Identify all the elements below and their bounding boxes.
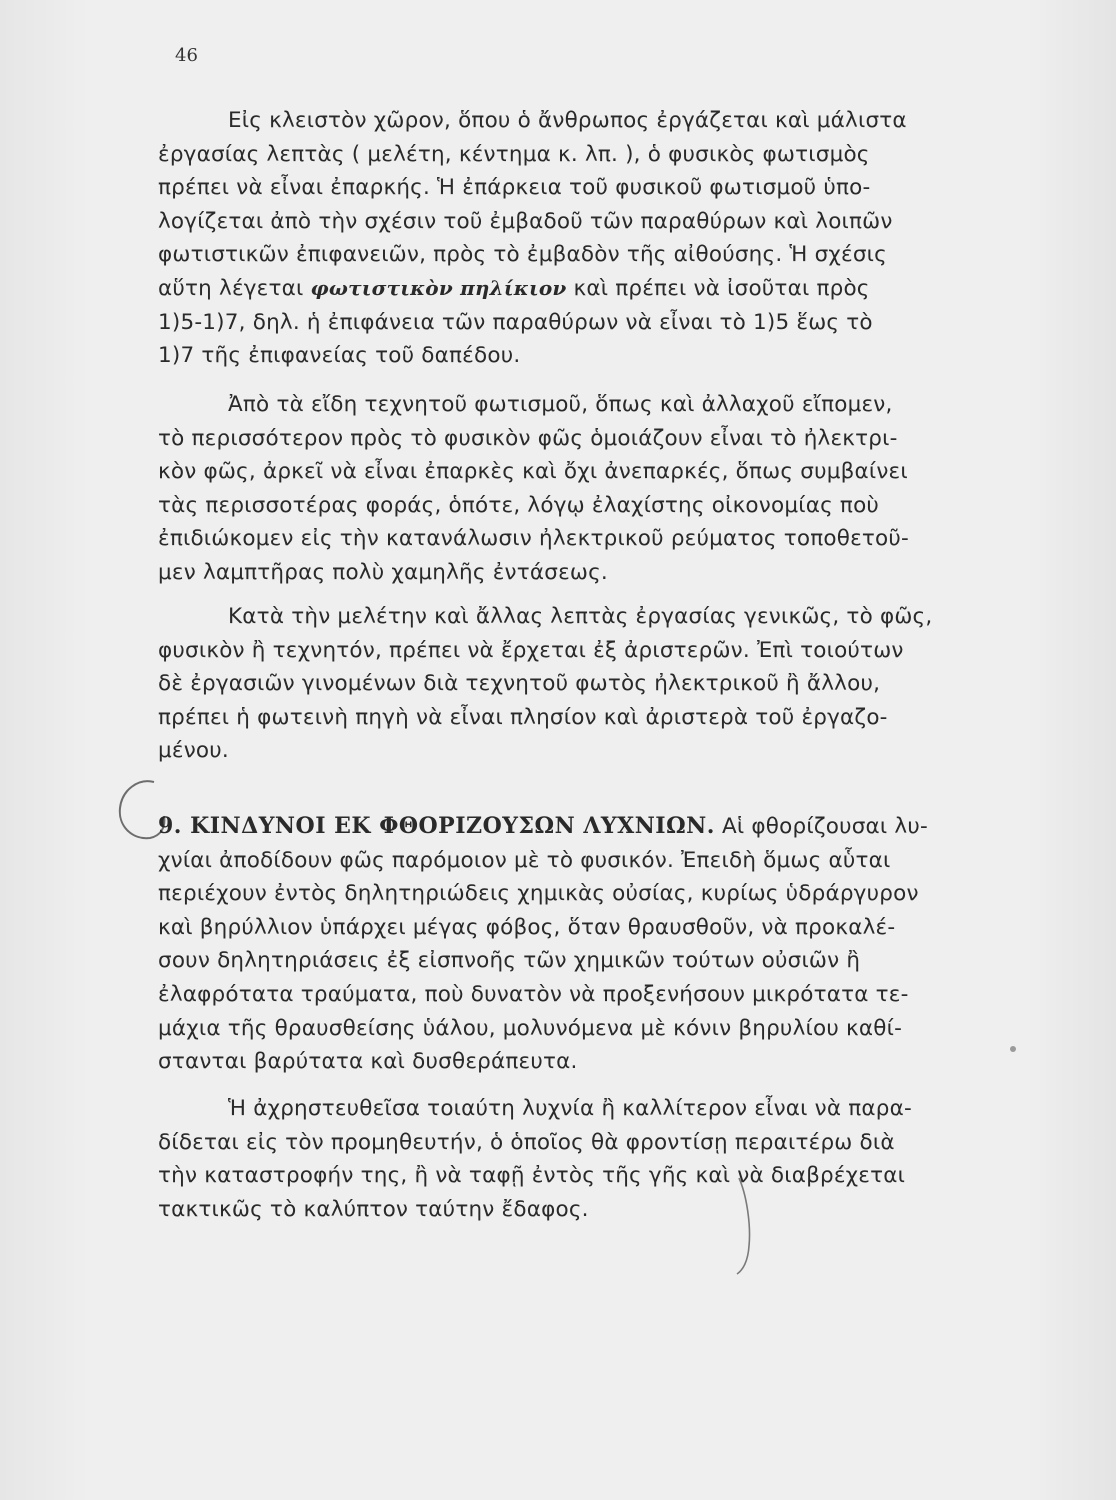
text-line: ἐλαφρότατα τραύματα, ποὺ δυνατὸν νὰ προξενήσουν μικρότατα τε- <box>158 981 909 1007</box>
text-line: ἐργασίας λεπτὰς ( μελέτη, κέντημα κ. λπ. ), ὁ φυσικὸς φωτισμὸς <box>158 141 870 167</box>
text-line <box>158 810 1010 844</box>
paper-speck <box>1010 1046 1016 1052</box>
text-line: δίδεται εἰς τὸν προμηθευτήν, ὁ ὁποῖος θὰ φροντίσῃ περαιτέρω διὰ <box>158 1129 895 1155</box>
section-heading: 9. ΚΙΝΔΥΝΟΙ ΕΚ ΦΘΟΡΙΖΟΥΣΩΝ ΛΥΧΝΙΩΝ. <box>158 813 715 839</box>
text-line: πρέπει ἡ φωτεινὴ πηγὴ νὰ εἶναι πλησίον καὶ ἀριστερὰ τοῦ ἐργαζο- <box>158 704 888 730</box>
section-9-fluorescent-lamps <box>158 810 1010 1079</box>
text-fragment: αὕτη λέγεται <box>158 275 304 301</box>
text-line: περιέχουν ἐντὸς δηλητηριώδεις χημικὰς οὐσίας, κυρίως ὑδράργυρον <box>158 881 919 907</box>
text-line: Ἀπὸ τὰ εἴδη τεχνητοῦ φωτισμοῦ, ὅπως καὶ ἀλλαχοῦ εἴπομεν, <box>228 392 893 417</box>
text-line: φυσικὸν ἢ τεχνητόν, πρέπει νὰ ἔρχεται ἐξ ἀριστερῶν. Ἐπὶ τοιούτων <box>158 637 904 663</box>
text-line: ἐπιδιώκομεν εἰς τὴν κατανάλωσιν ἠλεκτρικοῦ ρεύματος τοποθετοῦ- <box>158 526 910 552</box>
text-fragment: Αἱ φθορίζουσαι λυ- <box>722 814 928 839</box>
text-line: κὸν φῶς, ἀρκεῖ νὰ εἶναι ἐπαρκὲς καὶ ὄχι ἀνεπαρκές, ὅπως συμβαίνει <box>158 459 908 485</box>
paragraph-disposal <box>158 1092 1010 1226</box>
text-line: φωτιστικῶν ἐπιφανειῶν, πρὸς τὸ ἐμβαδὸν τῆς αἰθούσης. Ἡ σχέσις <box>158 242 887 268</box>
text-line: σουν δηλητηριάσεις ἐξ εἰσπνοῆς τῶν χημικῶν τούτων οὐσιῶν ἢ <box>158 948 861 974</box>
paragraph-natural-lighting <box>158 104 1010 373</box>
text-line: χνίαι ἀποδίδουν φῶς παρόμοιον μὲ τὸ φυσικόν. Ἐπειδὴ ὅμως αὗται <box>158 847 891 873</box>
text-line: πρέπει νὰ εἶναι ἐπαρκής. Ἡ ἐπάρκεια τοῦ φυσικοῦ φωτισμοῦ ὑπο- <box>158 175 871 201</box>
text-line: καὶ βηρύλλιον ὑπάρχει μέγας φόβος, ὅταν θραυσθοῦν, νὰ προκαλέ- <box>158 914 896 940</box>
text-line: τὰς περισσοτέρας φοράς, ὁπότε, λόγῳ ἐλαχίστης οἰκονομίας ποὺ <box>158 492 880 518</box>
text-line: δὲ ἐργασιῶν γινομένων διὰ τεχνητοῦ φωτὸς ἠλεκτρικοῦ ἢ ἄλλου, <box>158 671 881 697</box>
paragraph-artificial-lighting <box>158 388 1010 590</box>
text-line: τακτικῶς τὸ καλύπτον ταύτην ἔδαφος. <box>158 1196 589 1222</box>
text-line: μεν λαμπτῆρας πολὺ χαμηλῆς ἐντάσεως. <box>158 559 608 585</box>
text-line: Εἰς κλειστὸν χῶρον, ὅπου ὁ ἄνθρωπος ἐργάζεται καὶ μάλιστα <box>228 108 907 133</box>
text-line: 1)7 τῆς ἐπιφανείας τοῦ δαπέδου. <box>158 343 521 369</box>
paragraph-light-direction <box>158 600 1010 768</box>
text-line: στανται βαρύτατα καὶ δυσθεράπευτα. <box>158 1049 578 1075</box>
emphasized-term: φωτιστικὸν πηλίκιον <box>310 275 567 300</box>
text-line: μάχια τῆς θραυσθείσης ὑάλου, μολυνόμενα μὲ κόνιν βηρυλίου καθί- <box>158 1015 903 1041</box>
text-line <box>158 272 1010 306</box>
text-line: Ἡ ἀχρηστευθεῖσα τοιαύτη λυχνία ἢ καλλίτερον εἶναι νὰ παρα- <box>228 1096 912 1121</box>
text-fragment: καὶ πρέπει νὰ ἰσοῦται πρὸς <box>573 275 870 301</box>
text-line: τὸ περισσότερον πρὸς τὸ φυσικὸν φῶς ὁμοιάζουν εἶναι τὸ ἠλεκτρι- <box>158 425 898 451</box>
handwritten-pencil-stroke <box>735 1176 765 1276</box>
text-line: Κατὰ τὴν μελέτην καὶ ἄλλας λεπτὰς ἐργασίας γενικῶς, τὸ φῶς, <box>228 604 933 629</box>
text-line: 1)5-1)7, δηλ. ἡ ἐπιφάνεια τῶν παραθύρων νὰ εἶναι τὸ 1)5 ἕως τὸ <box>158 309 873 335</box>
page-number: 46 <box>175 45 198 66</box>
text-line: τὴν καταστροφήν της, ἢ νὰ ταφῇ ἐντὸς τῆς γῆς καὶ νὰ διαβρέχεται <box>158 1163 906 1189</box>
text-line: λογίζεται ἀπὸ τὴν σχέσιν τοῦ ἐμβαδοῦ τῶν παραθύρων καὶ λοιπῶν <box>158 208 893 234</box>
text-line: μένου. <box>158 738 229 764</box>
